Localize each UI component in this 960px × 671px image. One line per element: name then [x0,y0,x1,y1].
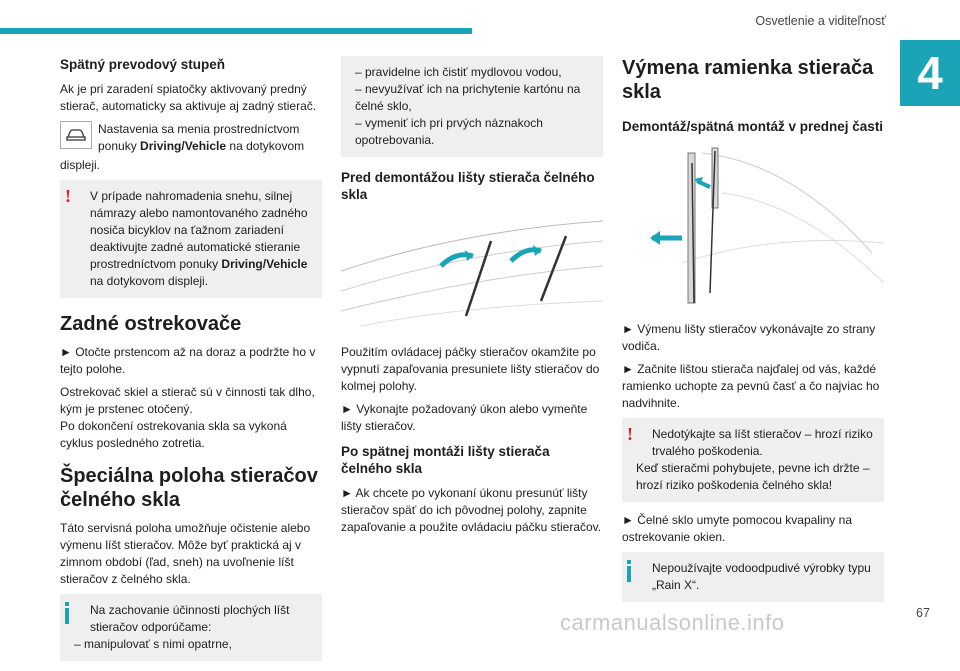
paragraph: ► Otočte prstencom až na doraz a podržte ho v tejto polohe. [60,345,316,376]
paragraph: ► Vykonajte požadovaný úkon alebo vymeňte lišty stieračov. [341,402,588,433]
info-box [622,552,884,602]
warning-icon: ! [627,424,633,444]
info-list-item: – vymeniť ich pri prvých náznakoch opotrebovania. [355,116,543,147]
column-2 [341,56,603,542]
section-title: Osvetlenie a viditeľnosť [755,14,886,28]
header-accent-bar [0,28,472,34]
warning-box [60,180,322,298]
info-icon [65,602,69,624]
info-box [60,594,322,661]
paragraph: Ostrekovač skiel a stierač sú v činnosti tak dlho, kým je prstenec otočený. [60,385,315,416]
heading-after-refitting: Po spätnej montáži lišty stierača čelného skla [341,444,550,476]
paragraph: Ak je pri zaradení spiatočky aktivovaný predný stierač, automaticky sa aktivuje aj zadný stierač. [60,82,317,113]
paragraph: ► Čelné sklo umyte pomocou kvapaliny na ostrekovanie okien. [622,513,852,544]
settings-text-end: displeji. [60,158,101,172]
paragraph: Po dokončení ostrekovania skla sa vykoná cyklus posledného zotretia. [60,419,287,450]
info-list-item: – nevyužívať ich na prichytenie kartónu na čelné sklo, [355,82,581,113]
info-list-item: – manipulovať s nimi opatrne, [74,637,232,651]
heading-reverse-gear: Spätný prevodový stupeň [60,57,226,72]
info-list-item: – pravidelne ich čistiť mydlovou vodou, [355,65,562,79]
warning-text: Nedotýkajte sa líšt stieračov – hrozí riziko trvalého poškodenia. [652,427,873,458]
page-number: 67 [916,606,930,620]
info-icon [627,560,631,582]
watermark: carmanualsonline.info [560,610,785,635]
paragraph: Táto servisná poloha umožňuje očistenie alebo výmenu líšt stieračov. Môže byť praktická aj v zimnom období (ľad, sneh) na uvoľnenie líšt stieračov z čelného skla. [60,521,311,586]
heading-front-removal: Demontáž/spätná montáž v prednej časti [622,119,884,134]
info-text: Nepoužívajte vodoodpudivé výrobky typu „Rain X“. [652,561,871,592]
paragraph: Použitím ovládacej páčky stieračov okamžite po vypnutí zapaľovania presuniete lišty stieračov do kolmej polohy. [341,345,600,393]
paragraph: ► Výmenu lišty stieračov vykonávajte zo strany vodiča. [622,322,876,353]
chapter-tab: 4 [900,40,960,106]
warning-box [622,418,884,502]
column-1 [60,56,322,671]
paragraph: ► Začnite lištou stierača najďalej od vás, každé ramienko uchopte za pevnú časť a čo najviac ho nadvihnite. [622,362,880,410]
heading-before-removal: Pred demontážou lišty stierača čelného skla [341,170,595,202]
settings-text: Nastavenia sa menia prostredníctvom ponuky Driving/Vehicle na dotykovom [98,122,305,153]
info-box-continued [341,56,603,157]
car-settings-icon [60,121,92,149]
info-text: Na zachovanie účinnosti plochých líšt stieračov odporúčame: [90,603,290,634]
warning-icon: ! [65,186,71,206]
column-3 [622,56,884,612]
paragraph: ► Ak chcete po vykonaní úkonu presunúť lišty stieračov späť do ich pôvodnej polohy, zapnite zapaľovanie a použite ovládaciu páčku stieračov. [341,486,602,534]
heading-wiper-arm-replacement: Výmena ramienka stierača skla [622,57,874,103]
warning-text: Keď stieračmi pohybujete, pevne ich držte – hrozí riziko poškodenia čelného skla! [636,461,870,492]
heading-rear-washers: Zadné ostrekovače [60,313,242,335]
settings-note [60,121,322,155]
heading-special-position: Špeciálna poloha stieračov čelného skla [60,465,318,511]
wiper-arm-illustration [622,143,884,313]
windshield-wipers-illustration [341,211,603,336]
warning-text: V prípade nahromadenia snehu, silnej námrazy alebo namontovaného zadného nosiča bicyklov na ťažnom zariadení deaktivujte zadné automatické stieranie prostredníctvom ponuky Driving/Vehicle na dotykovom displeji. [90,189,308,288]
